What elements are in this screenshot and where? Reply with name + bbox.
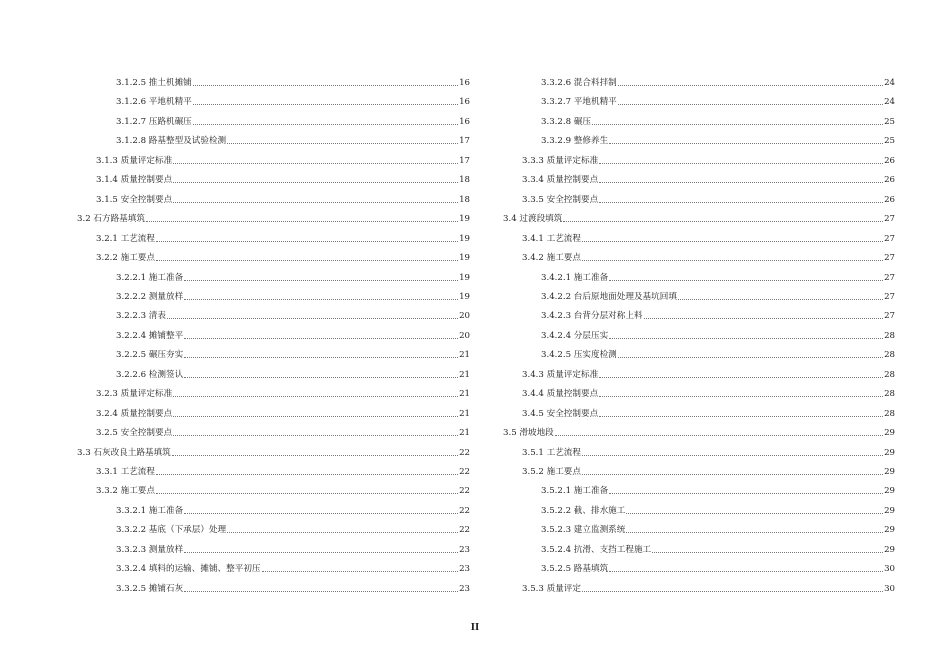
toc-entry-title: 3.1.4 质量控制要点 bbox=[96, 175, 173, 186]
dot-leader bbox=[652, 552, 883, 553]
toc-entry-page-number: 29 bbox=[884, 505, 895, 516]
toc-entry[interactable] bbox=[541, 290, 895, 302]
toc-entry-page-number: 27 bbox=[884, 291, 895, 302]
toc-entry-title: 3.3.2.4 填料的运输、摊铺、整平初压 bbox=[116, 564, 261, 575]
toc-entry-title: 3.3.5 安全控制要点 bbox=[522, 194, 599, 205]
toc-entry-page-number: 16 bbox=[459, 97, 470, 108]
toc-entry-title: 3.5.1 工艺流程 bbox=[522, 447, 581, 458]
toc-entry-page-number: 25 bbox=[884, 136, 895, 147]
toc-entry[interactable] bbox=[541, 134, 895, 146]
toc-entry[interactable] bbox=[77, 212, 470, 224]
toc-entry[interactable] bbox=[116, 562, 470, 574]
toc-entry-title: 3.3.2.8 碾压 bbox=[541, 116, 591, 127]
toc-entry[interactable] bbox=[96, 173, 470, 185]
toc-entry[interactable] bbox=[77, 446, 470, 458]
toc-entry-title: 3.2.5 安全控制要点 bbox=[96, 428, 173, 439]
toc-entry-page-number: 18 bbox=[459, 194, 470, 205]
toc-entry-page-number: 28 bbox=[884, 350, 895, 361]
dot-leader bbox=[173, 182, 458, 183]
toc-entry[interactable] bbox=[116, 543, 470, 555]
toc-entry-page-number: 19 bbox=[459, 214, 470, 225]
dot-leader bbox=[626, 513, 883, 514]
toc-entry-page-number: 20 bbox=[459, 330, 470, 341]
dot-leader bbox=[618, 85, 883, 86]
dot-leader bbox=[173, 396, 458, 397]
toc-entry[interactable] bbox=[116, 348, 470, 360]
toc-entry-title: 3.4.3 质量评定标准 bbox=[522, 369, 599, 380]
dot-leader bbox=[609, 571, 883, 572]
toc-entry[interactable] bbox=[116, 329, 470, 341]
toc-entry[interactable] bbox=[541, 115, 895, 127]
toc-entry-page-number: 27 bbox=[884, 214, 895, 225]
toc-entry-page-number: 21 bbox=[459, 389, 470, 400]
toc-entry[interactable] bbox=[522, 582, 895, 594]
toc-entry-title: 3.2.1 工艺流程 bbox=[96, 233, 155, 244]
toc-entry[interactable] bbox=[541, 76, 895, 88]
dot-leader bbox=[173, 416, 458, 417]
toc-entry-page-number: 23 bbox=[459, 564, 470, 575]
dot-leader bbox=[626, 532, 883, 533]
toc-entry-page-number: 27 bbox=[884, 233, 895, 244]
toc-entry-title: 3.2.2.4 摊铺整平 bbox=[116, 330, 184, 341]
toc-entry-page-number: 22 bbox=[459, 447, 470, 458]
toc-entry-page-number: 19 bbox=[459, 233, 470, 244]
toc-entry-title: 3.2.2.5 碾压夯实 bbox=[116, 350, 184, 361]
toc-entry[interactable] bbox=[96, 407, 470, 419]
toc-entry-page-number: 29 bbox=[884, 467, 895, 477]
toc-entry-page-number: 17 bbox=[459, 136, 470, 147]
toc-entry-page-number: 29 bbox=[884, 525, 895, 536]
toc-entry[interactable] bbox=[116, 368, 470, 380]
dot-leader bbox=[555, 435, 883, 436]
dot-leader bbox=[156, 241, 458, 242]
toc-entry[interactable] bbox=[116, 504, 470, 516]
toc-entry[interactable] bbox=[96, 232, 470, 244]
toc-entry[interactable] bbox=[116, 523, 470, 535]
toc-entry[interactable] bbox=[522, 232, 895, 244]
dot-leader bbox=[184, 513, 458, 514]
toc-entry-page-number: 26 bbox=[884, 194, 895, 205]
toc-entry-page-number: 22 bbox=[459, 486, 470, 497]
toc-entry-page-number: 26 bbox=[884, 175, 895, 186]
toc-entry-title: 3.4.5 安全控制要点 bbox=[522, 408, 599, 419]
toc-entry[interactable] bbox=[522, 368, 895, 380]
toc-entry[interactable] bbox=[116, 95, 470, 107]
toc-entry-title: 3.4 过渡段填筑 bbox=[503, 214, 563, 225]
toc-entry-page-number: 29 bbox=[884, 447, 895, 458]
toc-entry-title: 3.3.2.1 施工准备 bbox=[116, 505, 184, 516]
dot-leader bbox=[609, 493, 883, 494]
toc-entry-title: 3.2.2.2 测量放样 bbox=[116, 291, 184, 302]
toc-entry-title: 3.5 滑坡地段 bbox=[503, 428, 554, 439]
toc-entry-page-number: 18 bbox=[459, 175, 470, 186]
dot-leader bbox=[582, 591, 883, 592]
toc-entry-page-number: 23 bbox=[459, 583, 470, 594]
dot-leader bbox=[184, 280, 458, 281]
toc-entry[interactable] bbox=[116, 76, 470, 88]
toc-entry[interactable] bbox=[541, 562, 895, 574]
toc-entry[interactable] bbox=[522, 251, 895, 263]
toc-entry-title: 3.4.2.5 压实度检测 bbox=[541, 350, 617, 361]
dot-leader bbox=[582, 474, 883, 475]
toc-entry-title: 3.1.2.6 平地机精平 bbox=[116, 97, 192, 108]
toc-entry-title: 3.5.2 施工要点 bbox=[522, 467, 581, 477]
toc-entry-title: 3.2.3 质量评定标准 bbox=[96, 389, 173, 400]
toc-entry-page-number: 24 bbox=[884, 78, 895, 88]
toc-entry-page-number: 28 bbox=[884, 408, 895, 419]
toc-entry[interactable] bbox=[116, 115, 470, 127]
toc-entry-title: 3.1.5 安全控制要点 bbox=[96, 194, 173, 205]
toc-entry-title: 3.1.3 质量评定标准 bbox=[96, 155, 173, 166]
toc-entry-page-number: 30 bbox=[884, 583, 895, 594]
dot-leader bbox=[599, 163, 883, 164]
toc-entry-page-number: 27 bbox=[884, 311, 895, 322]
toc-entry[interactable] bbox=[96, 387, 470, 399]
toc-entry[interactable] bbox=[541, 504, 895, 516]
toc-entry-title: 3.3.2 施工要点 bbox=[96, 486, 155, 497]
dot-leader bbox=[184, 357, 458, 358]
toc-entry[interactable] bbox=[96, 426, 470, 438]
toc-entry-page-number: 22 bbox=[459, 505, 470, 516]
toc-entry-page-number: 20 bbox=[459, 311, 470, 322]
toc-entry-title: 3.4.1 工艺流程 bbox=[522, 233, 581, 244]
toc-entry[interactable] bbox=[116, 271, 470, 283]
dot-leader bbox=[609, 280, 883, 281]
toc-entry[interactable] bbox=[541, 523, 895, 535]
toc-entry[interactable] bbox=[522, 465, 895, 477]
dot-leader bbox=[582, 260, 883, 261]
dot-leader bbox=[599, 202, 883, 203]
toc-entry[interactable] bbox=[522, 173, 895, 185]
dot-leader bbox=[599, 396, 883, 397]
toc-entry-page-number: 29 bbox=[884, 428, 895, 439]
toc-entry[interactable] bbox=[96, 484, 470, 496]
dot-leader bbox=[582, 455, 883, 456]
toc-entry-page-number: 17 bbox=[459, 155, 470, 166]
toc-entry-page-number: 22 bbox=[459, 525, 470, 536]
toc-entry-page-number: 28 bbox=[884, 369, 895, 380]
toc-entry-title: 3.5.2.4 抗滑、支挡工程施工 bbox=[541, 544, 652, 555]
dot-leader bbox=[599, 377, 883, 378]
dot-leader bbox=[173, 163, 458, 164]
dot-leader bbox=[146, 221, 458, 222]
dot-leader bbox=[156, 493, 458, 494]
toc-entry-title: 3.2 石方路基填筑 bbox=[77, 214, 145, 225]
toc-entry-title: 3.3.2.3 测量放样 bbox=[116, 544, 184, 555]
toc-entry[interactable] bbox=[503, 212, 895, 224]
toc-entry[interactable] bbox=[541, 484, 895, 496]
toc-entry[interactable] bbox=[116, 134, 470, 146]
dot-leader bbox=[592, 124, 883, 125]
toc-entry[interactable] bbox=[541, 95, 895, 107]
dot-leader bbox=[227, 532, 458, 533]
dot-leader bbox=[193, 85, 458, 86]
toc-entry[interactable] bbox=[503, 426, 895, 438]
toc-entry[interactable] bbox=[522, 154, 895, 166]
toc-entry-title: 3.3.2.5 摊铺石灰 bbox=[116, 583, 184, 594]
dot-leader bbox=[599, 182, 883, 183]
dot-leader bbox=[644, 318, 884, 319]
toc-entry-page-number: 24 bbox=[884, 97, 895, 108]
toc-entry-page-number: 25 bbox=[884, 116, 895, 127]
dot-leader bbox=[618, 104, 883, 105]
toc-entry-title: 3.2.2.3 清表 bbox=[116, 311, 166, 322]
toc-entry-title: 3.4.2.3 台背分层对称上料 bbox=[541, 311, 643, 322]
toc-entry-page-number: 16 bbox=[459, 78, 470, 88]
toc-entry-title: 3.3.4 质量控制要点 bbox=[522, 175, 599, 186]
toc-entry-title: 3.3.1 工艺流程 bbox=[96, 467, 155, 477]
toc-entry-page-number: 16 bbox=[459, 116, 470, 127]
dot-leader bbox=[156, 474, 458, 475]
toc-entry-page-number: 22 bbox=[459, 467, 470, 477]
toc-entry-page-number: 19 bbox=[459, 272, 470, 283]
toc-entry-title: 3.2.2 施工要点 bbox=[96, 253, 155, 264]
toc-entry[interactable] bbox=[522, 446, 895, 458]
toc-entry-title: 3.1.2.5 推土机摊铺 bbox=[116, 78, 192, 88]
toc-entry-title: 3.3.2.7 平地机精平 bbox=[541, 97, 617, 108]
dot-leader bbox=[599, 416, 883, 417]
toc-entry-page-number: 19 bbox=[459, 291, 470, 302]
dot-leader bbox=[563, 221, 883, 222]
toc-entry-title: 3.4.2.4 分层压实 bbox=[541, 330, 609, 341]
toc-entry-page-number: 23 bbox=[459, 544, 470, 555]
dot-leader bbox=[184, 591, 458, 592]
dot-leader bbox=[156, 260, 458, 261]
dot-leader bbox=[193, 104, 458, 105]
dot-leader bbox=[172, 455, 458, 456]
dot-leader bbox=[262, 571, 459, 572]
toc-entry[interactable] bbox=[541, 271, 895, 283]
toc-entry[interactable] bbox=[541, 543, 895, 555]
toc-entry-page-number: 28 bbox=[884, 389, 895, 400]
toc-entry[interactable] bbox=[116, 290, 470, 302]
toc-entry[interactable] bbox=[96, 193, 470, 205]
toc-entry-title: 3.5.2.2 截、排水施工 bbox=[541, 505, 626, 516]
toc-entry-page-number: 27 bbox=[884, 253, 895, 264]
dot-leader bbox=[167, 318, 458, 319]
toc-entry-title: 3.3.3 质量评定标准 bbox=[522, 155, 599, 166]
toc-entry[interactable] bbox=[541, 309, 895, 321]
toc-entry-title: 3.2.2.1 施工准备 bbox=[116, 272, 184, 283]
toc-entry-page-number: 27 bbox=[884, 272, 895, 283]
toc-entry-title: 3.1.2.7 压路机碾压 bbox=[116, 116, 192, 127]
toc-entry-page-number: 21 bbox=[459, 369, 470, 380]
dot-leader bbox=[227, 143, 458, 144]
dot-leader bbox=[618, 357, 883, 358]
dot-leader bbox=[184, 299, 458, 300]
dot-leader bbox=[173, 202, 458, 203]
toc-entry-title: 3.3.2.6 混合料拌制 bbox=[541, 78, 617, 88]
dot-leader bbox=[184, 552, 458, 553]
toc-entry[interactable] bbox=[541, 348, 895, 360]
toc-entry[interactable] bbox=[522, 387, 895, 399]
dot-leader bbox=[678, 299, 883, 300]
page-number: II bbox=[470, 623, 480, 633]
dot-leader bbox=[609, 338, 883, 339]
toc-entry-title: 3.4.2.1 施工准备 bbox=[541, 272, 609, 283]
toc-entry[interactable] bbox=[116, 309, 470, 321]
toc-entry-page-number: 26 bbox=[884, 155, 895, 166]
toc-entry-title: 3.2.2.6 检测签认 bbox=[116, 369, 184, 380]
toc-entry-page-number: 21 bbox=[459, 428, 470, 439]
dot-leader bbox=[173, 435, 458, 436]
toc-entry-title: 3.3.2.9 整修养生 bbox=[541, 136, 609, 147]
toc-entry-title: 3.5.3 质量评定 bbox=[522, 583, 581, 594]
toc-entry-page-number: 21 bbox=[459, 350, 470, 361]
toc-entry[interactable] bbox=[96, 154, 470, 166]
toc-entry[interactable] bbox=[116, 582, 470, 594]
dot-leader bbox=[184, 338, 458, 339]
toc-entry-title: 3.4.4 质量控制要点 bbox=[522, 389, 599, 400]
toc-entry-title: 3.3 石灰改良土路基填筑 bbox=[77, 447, 171, 458]
dot-leader bbox=[582, 241, 883, 242]
toc-entry[interactable] bbox=[522, 193, 895, 205]
toc-entry-title: 3.1.2.8 路基整型及试验检测 bbox=[116, 136, 227, 147]
toc-entry-title: 3.2.4 质量控制要点 bbox=[96, 408, 173, 419]
dot-leader bbox=[184, 377, 458, 378]
toc-entry[interactable] bbox=[96, 465, 470, 477]
toc-entry-page-number: 28 bbox=[884, 330, 895, 341]
toc-entry-page-number: 19 bbox=[459, 253, 470, 264]
toc-entry-title: 3.4.2.2 台后原地面处理及基坑回填 bbox=[541, 291, 677, 302]
toc-entry-title: 3.5.2.5 路基填筑 bbox=[541, 564, 609, 575]
toc-entry-title: 3.5.2.3 建立监测系统 bbox=[541, 525, 626, 536]
toc-entry-page-number: 29 bbox=[884, 486, 895, 497]
toc-entry-page-number: 30 bbox=[884, 564, 895, 575]
toc-entry[interactable] bbox=[541, 329, 895, 341]
toc-entry-title: 3.5.2.1 施工准备 bbox=[541, 486, 609, 497]
dot-leader bbox=[193, 124, 458, 125]
toc-entry-title: 3.3.2.2 基底（下承层）处理 bbox=[116, 525, 227, 536]
toc-entry[interactable] bbox=[96, 251, 470, 263]
toc-entry-page-number: 21 bbox=[459, 408, 470, 419]
toc-entry-page-number: 29 bbox=[884, 544, 895, 555]
dot-leader bbox=[609, 143, 883, 144]
toc-entry[interactable] bbox=[522, 407, 895, 419]
toc-entry-title: 3.4.2 施工要点 bbox=[522, 253, 581, 264]
